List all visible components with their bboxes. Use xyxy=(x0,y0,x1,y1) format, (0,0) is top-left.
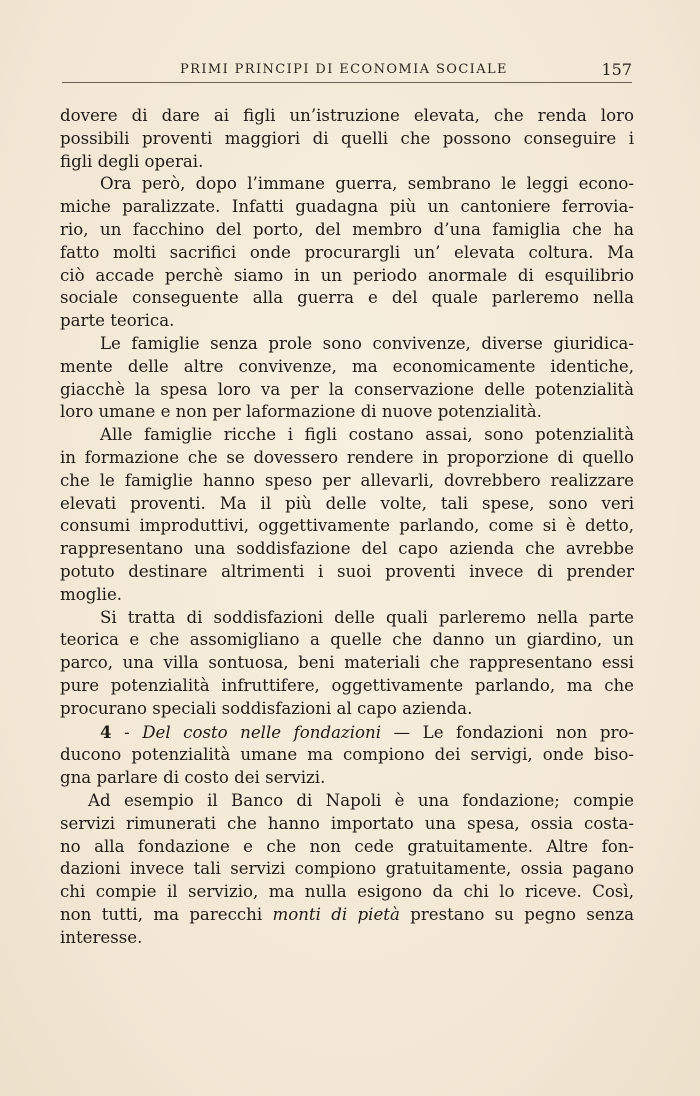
text-line: ciò accade perchè siamo in un periodo anormale di esquilibrio xyxy=(60,265,634,285)
text-line: elevati proventi. Ma il più delle volte, tali spese, sono veri xyxy=(60,493,634,513)
text-line: gna parlare di costo dei servizi. xyxy=(60,768,326,788)
text-line: teorica e che assomigliano a quelle che danno un giardino, un xyxy=(60,630,634,650)
running-title: PRIMI PRINCIPI DI ECONOMIA SOCIALE xyxy=(180,62,508,77)
text-line: in formazione che se dovessero rendere in proporzione di quello xyxy=(60,447,634,467)
paragraph-3 xyxy=(60,333,634,424)
text-line: Le famiglie senza prole sono convivenze, diverse giuridica- xyxy=(100,333,634,353)
text-line: fatto molti sacrifici onde procurargli un’ elevata coltura. Ma xyxy=(60,242,634,262)
page-number: 157 xyxy=(601,60,632,79)
section-4-paragraph xyxy=(60,721,634,790)
text-line: Alle famiglie ricche i figli costano assai, sono potenzialità xyxy=(100,425,634,445)
text-line: ducono potenzialità umane ma compiono dei servigi, onde biso- xyxy=(60,745,634,765)
paragraph-2 xyxy=(60,173,634,333)
text-line: dazioni invece tali servizi compiono gratuitamente, ossia pagano xyxy=(60,859,634,879)
text-line: chi compie il servizio, ma nulla esigono da chi lo riceve. Così, xyxy=(60,882,634,902)
text-line: interesse. xyxy=(60,927,143,947)
section-heading-line xyxy=(60,721,634,745)
text-line: parco, una villa sontuosa, beni materiali che rappresentano essi xyxy=(60,653,634,673)
paragraph-5 xyxy=(60,607,634,721)
text-line: potuto destinare altrimenti i suoi proventi invece di prender xyxy=(60,561,634,581)
text-line: no alla fondazione e che non cede gratuitamente. Altre fon- xyxy=(60,836,634,856)
section-title: Del costo nelle fondazioni xyxy=(142,722,382,742)
text-line: Ad esempio il Banco di Napoli è una fondazione; compie xyxy=(88,790,634,810)
paragraph-1 xyxy=(60,105,634,173)
text-line: servizi rimunerati che hanno importato una spesa, ossia costa- xyxy=(60,813,634,833)
text-line: rio, un facchino del porto, del membro d’una famiglia che ha xyxy=(60,219,634,239)
paragraph-4 xyxy=(60,424,634,606)
text-line: mente delle altre convivenze, ma economicamente identiche, xyxy=(60,356,634,376)
text-line: pure potenzialità infruttifere, oggettivamente parlando, ma che xyxy=(60,675,634,695)
text-line: rappresentano una soddisfazione del capo azienda che avrebbe xyxy=(60,539,634,559)
text-line: possibili proventi maggiori di quelli che possono conseguire i xyxy=(60,128,634,148)
text-line: Ora però, dopo l’immane guerra, sembrano le leggi econo- xyxy=(100,174,634,194)
section-number: 4 xyxy=(100,721,112,742)
text-line-with-italic xyxy=(60,904,634,927)
text-line: moglie. xyxy=(60,584,123,604)
text-line: figli degli operai. xyxy=(60,151,204,171)
italic-term: monti di pietà xyxy=(272,904,400,924)
text-line: che le famiglie hanno speso per allevarli, dovrebbero realizzare xyxy=(60,470,634,490)
running-head xyxy=(62,60,632,82)
text-line: dovere di dare ai figli un’istruzione elevata, che renda loro xyxy=(60,106,634,125)
text-fragment: non tutti, ma parecchi xyxy=(60,904,273,924)
header-rule xyxy=(62,82,632,83)
text-line: Si tratta di soddisfazioni delle quali parleremo nella parte xyxy=(100,607,634,627)
text-line: giacchè la spesa loro va per la conservazione delle potenzialità xyxy=(60,379,634,399)
body-text xyxy=(60,105,634,949)
text-line: parte teorica. xyxy=(60,311,175,331)
section-separator: - xyxy=(111,722,143,742)
paragraph-7 xyxy=(60,790,634,950)
text-line: consumi improduttivi, oggettivamente parlando, come si è detto, xyxy=(60,516,634,536)
text-line: loro umane e non per laformazione di nuove potenzialità. xyxy=(60,402,542,422)
text-line: sociale conseguente alla guerra e del quale parleremo nella xyxy=(60,288,634,308)
text-fragment: prestano su pegno senza xyxy=(399,904,634,924)
text-line: procurano speciali soddisfazioni al capo azienda. xyxy=(60,698,473,718)
text-line: miche paralizzate. Infatti guadagna più un cantoniere ferrovia- xyxy=(60,197,634,217)
section-lead-text: — Le fondazioni non pro- xyxy=(381,722,634,742)
